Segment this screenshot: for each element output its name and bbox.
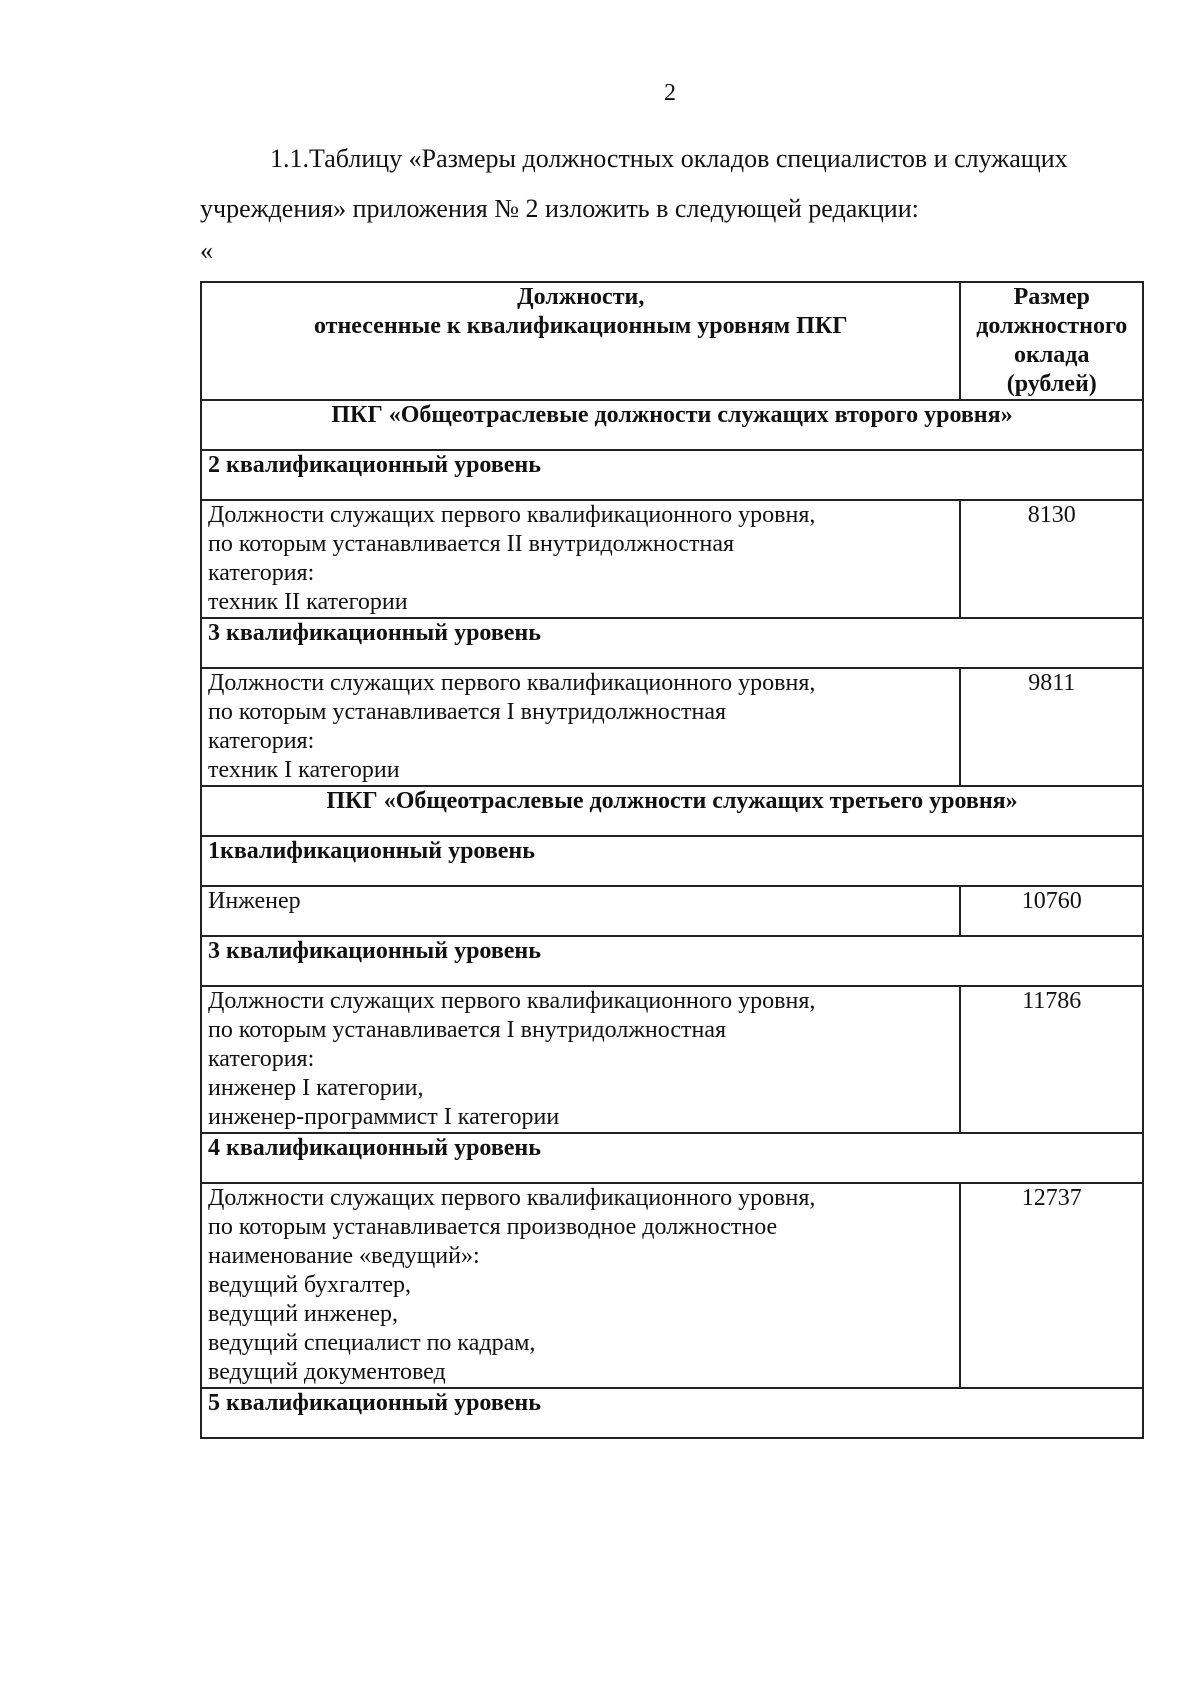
table-row	[201, 668, 1143, 786]
header-salary-line: (рублей)	[1006, 371, 1097, 397]
position-line: Должности служащих первого квалификационного уровня,	[208, 1185, 816, 1211]
header-salary	[960, 282, 1143, 400]
position-line: Должности служащих первого квалификационного уровня,	[208, 670, 816, 696]
page-number: 2	[664, 80, 676, 106]
position-description	[201, 1183, 960, 1388]
table-row	[201, 1183, 1143, 1388]
level-row	[201, 1388, 1143, 1438]
group-row	[201, 400, 1143, 450]
header-salary-line: Размер	[1013, 284, 1090, 310]
salary-value: 8130	[960, 500, 1143, 618]
position-line: наименование «ведущий»:	[208, 1243, 480, 1269]
position-line: по которым устанавливается I внутридолжностная	[208, 699, 727, 725]
position-line: Инженер	[208, 888, 301, 914]
header-positions	[201, 282, 960, 400]
salary-value: 9811	[960, 668, 1143, 786]
table-header-row	[201, 282, 1143, 400]
group-row	[201, 786, 1143, 836]
opening-quote: «	[200, 236, 213, 265]
position-description	[201, 886, 960, 936]
position-description	[201, 986, 960, 1133]
position-line: по которым устанавливается I внутридолжностная	[208, 1017, 727, 1043]
header-salary-line: должностного	[976, 313, 1128, 339]
position-line: категория:	[208, 1046, 315, 1072]
position-line: по которым устанавливается II внутридолжностная	[208, 531, 735, 557]
level-title: 1квалификационный уровень	[201, 836, 1143, 886]
intro-paragraph: 1.1.Таблицу «Размеры должностных окладов специалистов и служащих учреждения» приложения № 2 изложить в следующей редакции:	[200, 144, 1068, 223]
level-title: 3 квалификационный уровень	[201, 936, 1143, 986]
level-title: 2 квалификационный уровень	[201, 450, 1143, 500]
table-row	[201, 500, 1143, 618]
position-line: ведущий специалист по кадрам,	[208, 1330, 536, 1356]
position-line: ведущий инженер,	[208, 1301, 399, 1327]
position-line: инженер-программист I категории	[208, 1104, 560, 1130]
header-salary-line: оклада	[1014, 342, 1090, 368]
position-line: инженер I категории,	[208, 1075, 424, 1101]
header-positions-line: отнесенные к квалификационным уровням ПКГ	[313, 313, 848, 339]
position-line: Должности служащих первого квалификационного уровня,	[208, 502, 816, 528]
position-description	[201, 500, 960, 618]
group-title: ПКГ «Общеотраслевые должности служащих третьего уровня»	[201, 786, 1143, 836]
level-row	[201, 1133, 1143, 1183]
position-line: категория:	[208, 728, 315, 754]
table-row	[201, 986, 1143, 1133]
level-row	[201, 618, 1143, 668]
table-body	[201, 400, 1143, 1438]
salary-table	[200, 281, 1144, 1439]
position-description	[201, 668, 960, 786]
position-line: ведущий бухгалтер,	[208, 1272, 412, 1298]
level-row	[201, 450, 1143, 500]
level-title: 5 квалификационный уровень	[201, 1388, 1143, 1438]
position-line: техник I категории	[208, 757, 400, 783]
level-title: 3 квалификационный уровень	[201, 618, 1143, 668]
salary-value: 11786	[960, 986, 1143, 1133]
position-line: по которым устанавливается производное должностное	[208, 1214, 778, 1240]
group-title: ПКГ «Общеотраслевые должности служащих второго уровня»	[201, 400, 1143, 450]
position-line: техник II категории	[208, 589, 408, 615]
salary-value: 12737	[960, 1183, 1143, 1388]
header-positions-line: Должности,	[517, 284, 645, 310]
level-row	[201, 936, 1143, 986]
salary-value: 10760	[960, 886, 1143, 936]
level-title: 4 квалификационный уровень	[201, 1133, 1143, 1183]
position-line: ведущий документовед	[208, 1359, 446, 1385]
table-row	[201, 886, 1143, 936]
position-line: категория:	[208, 560, 315, 586]
position-line: Должности служащих первого квалификационного уровня,	[208, 988, 816, 1014]
level-row	[201, 836, 1143, 886]
